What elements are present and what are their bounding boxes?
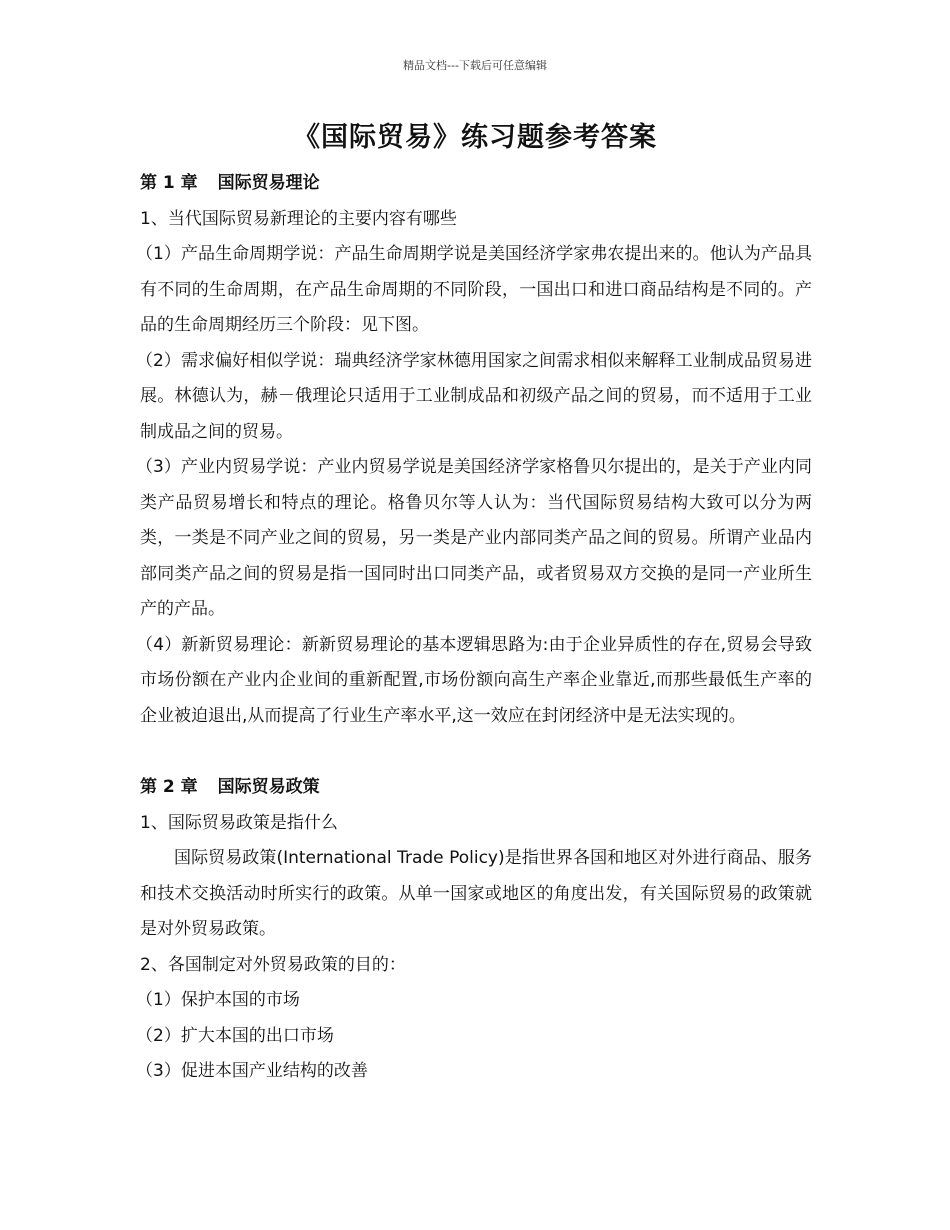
document-title: 《国际贸易》练习题参考答案: [293, 122, 657, 153]
chapter-2-item-3: （3）促进本国产业结构的改善: [136, 1061, 368, 1081]
chapter-2-heading: [140, 770, 812, 806]
chapter-2-answer-1: 国际贸易政策(International Trade Policy)是指世界各国和地区对外进行商品、服务和技术交换活动时所实行的政策。从单一国家或地区的角度出发，有关国际贸易的政策就是对外贸易政策。: [140, 848, 812, 939]
chapter-1-item-2: （2）需求偏好相似学说：瑞典经济学家林德用国家之间需求相似来解释工业制成品贸易进展。林德认为，赫－俄理论只适用于工业制成品和初级产品之间的贸易，而不适用于工业制成品之间的贸易。: [136, 350, 812, 442]
document-body: [136, 166, 812, 1090]
header-note: 精品文档---下载后可任意编辑: [403, 59, 547, 72]
chapter-1-item-3: （3）产业内贸易学说：产业内贸易学说是美国经济学家格鲁贝尔提出的，是关于产业内同类产品贸易增长和特点的理论。格鲁贝尔等人认为：当代国际贸易结构大致可以分为两类，一类是不同产业之间的贸易，另一类是产业内部同类产品之间的贸易。所谓产业品内部同类产品之间的贸易是指一国同时出口同类产品，或者贸易双方交换的是同一产业所生产的产品。: [136, 457, 812, 619]
section-spacer: [140, 734, 812, 770]
chapter-2-item-1: （1）保护本国的市场: [136, 990, 300, 1010]
chapter-1-question: 1、当代国际贸易新理论的主要内容有哪些: [140, 208, 457, 229]
chapter-2-number: 第 2 章: [140, 777, 198, 797]
chapter-1-item-4: （4）新新贸易理论：新新贸易理论的基本逻辑思路为:由于企业异质性的存在,贸易会导致市场份额在产业内企业间的重新配置,市场份额向高生产率企业靠近,而那些最低生产率的企业被迫退出,从而提高了行业生产率水平,这一效应在封闭经济中是无法实现的。: [136, 634, 812, 726]
chapter-1-heading: [140, 166, 812, 202]
chapter-1-item-1: （1）产品生命周期学说：产品生命周期学说是美国经济学家弗农提出来的。他认为产品具有不同的生命周期，在产品生命周期的不同阶段，一国出口和进口商品结构是不同的。产品的生命周期经历三个阶段：见下图。: [136, 244, 812, 335]
chapter-2-question-1: 1、国际贸易政策是指什么: [140, 812, 338, 833]
chapter-2-title: 国际贸易政策: [217, 777, 320, 797]
chapter-1-number: 第 1 章: [140, 173, 198, 193]
chapter-2-question-2: 2、各国制定对外贸易政策的目的：: [140, 954, 406, 975]
chapter-2-item-2: （2）扩大本国的出口市场: [136, 1025, 334, 1046]
chapter-1-title: 国际贸易理论: [217, 173, 320, 193]
